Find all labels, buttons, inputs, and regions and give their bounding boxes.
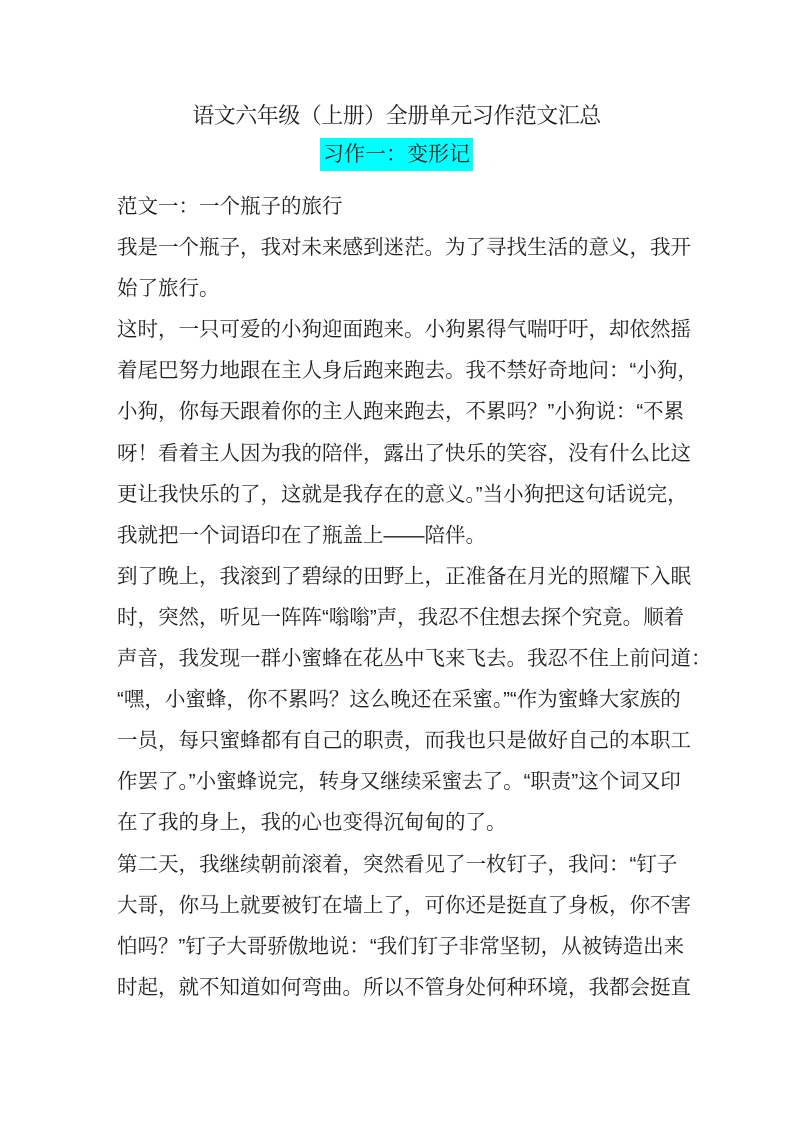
document-content (117, 186, 717, 1008)
text-line: 到了晚上，我滚到了碧绿的田野上，正准备在月光的照耀下入眠 (117, 564, 691, 588)
text-line: 在了我的身上，我的心也变得沉甸甸的了。 (117, 811, 507, 835)
text-line: 时起，就不知道如何弯曲。所以不管身处何种环境，我都会挺直 (117, 975, 691, 999)
section-heading: 范文一：一个瓶子的旅行 (117, 195, 343, 218)
text-line: 更让我快乐的了，这就是我存在的意义。”当小狗把这句话说完， (117, 482, 688, 506)
text-line: 这时，一只可爱的小狗迎面跑来。小狗累得气喘吁吁，却依然摇 (117, 318, 691, 342)
text-line: 小狗，你每天跟着你的主人跑来跑去，不累吗？”小狗说：“不累 (117, 400, 685, 424)
subtitle-highlight: 习作一：变形记 (320, 138, 473, 171)
text-line: 第二天，我继续朝前滚着，突然看见了一枚钉子，我问：“钉子 (117, 852, 678, 876)
text-line: “嘿，小蜜蜂，你不累吗？这么晚还在采蜜。”“作为蜜蜂大家族的 (117, 688, 681, 712)
text-line: 一员，每只蜜蜂都有自己的职责，而我也只是做好自己的本职工 (117, 729, 691, 753)
text-line: 我就把一个词语印在了瓶盖上——陪伴。 (117, 523, 486, 547)
document-title: 语文六年级（上册）全册单元习作范文汇总 (192, 103, 601, 128)
paragraph (117, 556, 717, 844)
text-line: 呀！看着主人因为我的陪伴，露出了快乐的笑容，没有什么比这 (117, 441, 691, 465)
text-line: 怕吗？”钉子大哥骄傲地说：“我们钉子非常坚韧，从被铸造出来 (117, 934, 685, 958)
paragraph (117, 227, 717, 309)
subtitle-row (0, 138, 793, 171)
text-line: 声音，我发现一群小蜜蜂在花丛中飞来飞去。我忍不住上前问道： (117, 647, 712, 671)
text-line: 我是一个瓶子，我对未来感到迷茫。为了寻找生活的意义，我开 (117, 236, 691, 260)
text-line: 大哥，你马上就要被钉在墙上了，可你还是挺直了身板，你不害 (117, 893, 691, 917)
text-line: 始了旅行。 (117, 277, 220, 301)
text-line: 着尾巴努力地跟在主人身后跑来跑去。我不禁好奇地问：“小狗， (117, 359, 698, 383)
text-line: 作罢了。”小蜜蜂说完，转身又继续采蜜去了。“职责”这个词又印 (117, 770, 681, 794)
paragraph (117, 309, 717, 556)
paragraph (117, 844, 717, 1008)
text-line: 时，突然，听见一阵阵“嗡嗡”声，我忍不住想去探个究竟。顺着 (117, 605, 685, 629)
